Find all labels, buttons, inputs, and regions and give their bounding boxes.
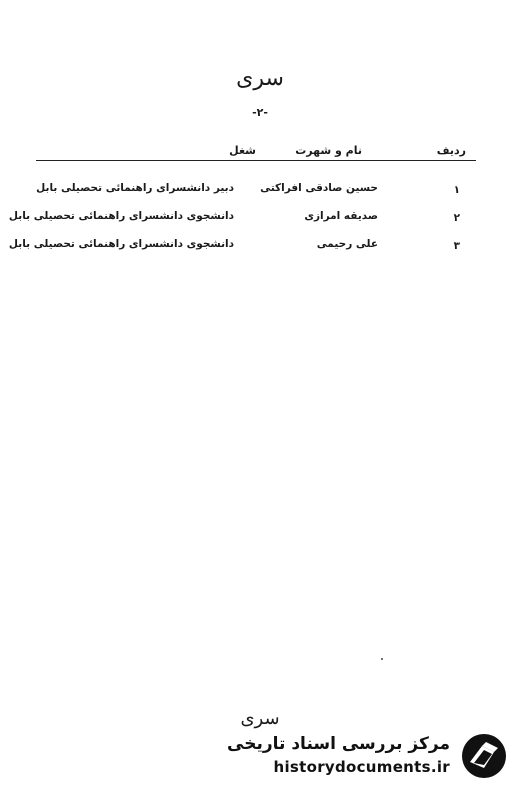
table-row: [36, 182, 476, 210]
person-occupation: دبیر دانشسرای راهنمائی تحصیلی بابل: [36, 182, 234, 194]
page-number: -۲-: [252, 106, 268, 119]
watermark-title: مرکز بررسی اسناد تاریخی: [227, 734, 450, 754]
classification-stamp-top: سری: [236, 66, 284, 91]
person-name: حسین صادقی افراکتی: [260, 182, 378, 194]
watermark-url[interactable]: historydocuments.ir: [273, 758, 450, 776]
column-header-name: نام و شهرت: [295, 144, 362, 157]
row-number: ۳: [453, 240, 460, 252]
classification-stamp-bottom: سری: [240, 708, 280, 729]
person-occupation: دانشجوی دانشسرای راهنمائی تحصیلی بابل: [8, 238, 234, 250]
header-divider: [36, 160, 476, 161]
table-body: [8, 182, 476, 266]
table-row: [8, 210, 476, 238]
book-logo-icon: [460, 732, 508, 780]
column-header-occupation: شغل: [229, 144, 256, 157]
table-row: [8, 238, 476, 266]
person-name: صدیقه امرازی: [304, 210, 378, 222]
person-name: علی رحیمی: [316, 238, 378, 250]
archive-watermark: [227, 730, 508, 782]
table-header: [36, 144, 476, 160]
person-occupation: دانشجوی دانشسرای راهنمائی تحصیلی بابل: [8, 210, 234, 222]
row-number: ۲: [453, 212, 460, 224]
column-header-row: ردیف: [436, 144, 466, 157]
scan-speck: [381, 658, 383, 660]
row-number: ۱: [453, 184, 460, 196]
